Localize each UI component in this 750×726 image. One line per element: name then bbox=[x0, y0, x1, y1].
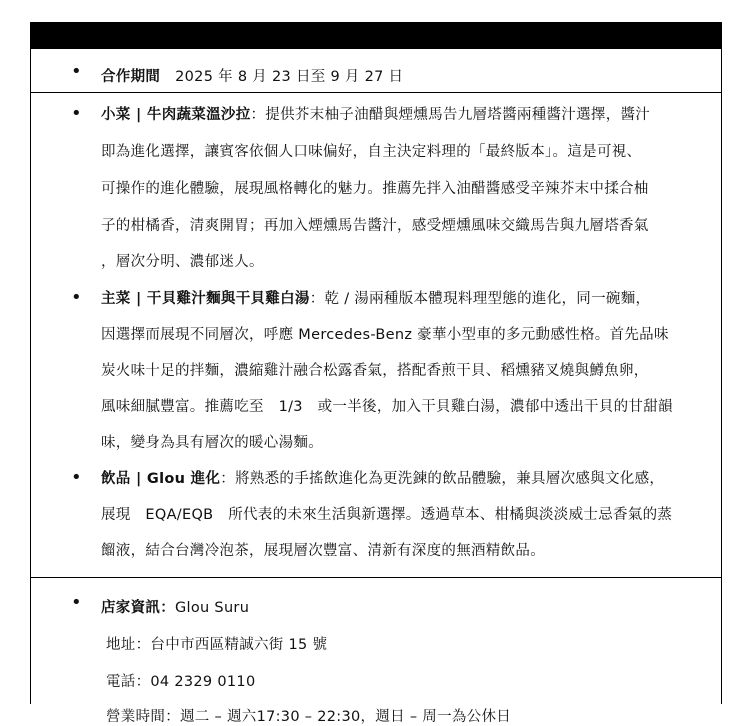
appetizer-line-3: 可操作的進化體驗，展現風格轉化的魅力。推薦先拌入油醋醬感受辛辣芥末中揉合柚 bbox=[101, 181, 649, 197]
store-row bbox=[31, 578, 721, 725]
store-name: Glou Suru bbox=[175, 600, 250, 616]
info-table bbox=[30, 22, 722, 725]
appetizer-line-4: 子的柑橘香，清爽開胃；再加入煙燻馬告醬汁，感受煙燻風味交織馬告與九層塔香氣 bbox=[101, 218, 649, 234]
drink-line-3: 餾液，結合台灣冷泡茶，展現層次豐富、清新有深度的無酒精飲品。 bbox=[101, 543, 545, 559]
appetizer-title: 小菜 | 牛肉蔬菜溫沙拉 bbox=[101, 107, 251, 123]
period-value: 2025 年 8 月 23 日至 9 月 27 日 bbox=[175, 69, 404, 85]
bullet-icon: • bbox=[71, 592, 82, 613]
main-line-4: 風味細膩豐富。推薦吃至 1/3 或一半後，加入干貝雞白湯，濃郁中透出干貝的甘甜韻 bbox=[101, 399, 673, 415]
appetizer-line-2: 即為進化選擇，讓賓客依個人口味偏好，自主決定料理的「最終版本」。這是可視、 bbox=[101, 144, 642, 160]
main-line-1 bbox=[101, 287, 650, 308]
appetizer-line-5: ，層次分明、濃郁迷人。 bbox=[101, 254, 264, 270]
period-line bbox=[101, 65, 403, 86]
store-address: 地址：台中市西區精誠六街 15 號 bbox=[106, 637, 328, 653]
drink-line-2: 展現 EQA/EQB 所代表的未來生活與新選擇。透過草本、柑橘與淡淡威士忌香氣的蒸 bbox=[101, 507, 673, 523]
main-line-3: 炭火味十足的拌麵，濃縮雞汁融合松露香氣，搭配香煎干貝、稻燻豬叉燒與鱒魚卵， bbox=[101, 363, 649, 379]
store-phone: 電話：04 2329 0110 bbox=[106, 674, 256, 690]
period-label: 合作期間 bbox=[101, 69, 161, 85]
main-line-2: 因選擇而展現不同層次，呼應 Mercedes-Benz 豪華小型車的多元動感性格。首先品味 bbox=[101, 327, 669, 343]
menu-row bbox=[31, 93, 721, 578]
drink-title: 飲品 | Glou 進化 bbox=[101, 471, 221, 487]
appetizer-text: ：提供芥末柚子油醋與煙燻馬告九層塔醬兩種醬汁選擇，醬汁 bbox=[250, 107, 651, 123]
drink-text: ：將熟悉的手搖飲進化為更洗鍊的飲品體驗，兼具層次感與文化感， bbox=[220, 471, 665, 487]
bullet-icon: • bbox=[71, 467, 82, 488]
store-hours: 營業時間：週二 – 週六17:30 – 22:30，週日 – 周一為公休日 bbox=[106, 709, 512, 725]
bullet-icon: • bbox=[71, 103, 82, 124]
appetizer-line-1 bbox=[101, 103, 650, 124]
main-line-5: 味，變身為具有層次的暖心湯麵。 bbox=[101, 435, 323, 451]
bullet-icon: • bbox=[71, 287, 82, 308]
main-text: ：乾 / 湯兩種版本體現料理型態的進化，同一碗麵， bbox=[309, 291, 651, 307]
table-header-bar bbox=[31, 22, 721, 49]
period-row bbox=[31, 49, 721, 93]
drink-line-1 bbox=[101, 467, 664, 488]
main-title: 主菜 | 干貝雞汁麵與干貝雞白湯 bbox=[101, 291, 310, 307]
store-label: 店家資訊： bbox=[101, 600, 175, 616]
store-line bbox=[101, 596, 249, 617]
bullet-icon: • bbox=[71, 61, 82, 82]
